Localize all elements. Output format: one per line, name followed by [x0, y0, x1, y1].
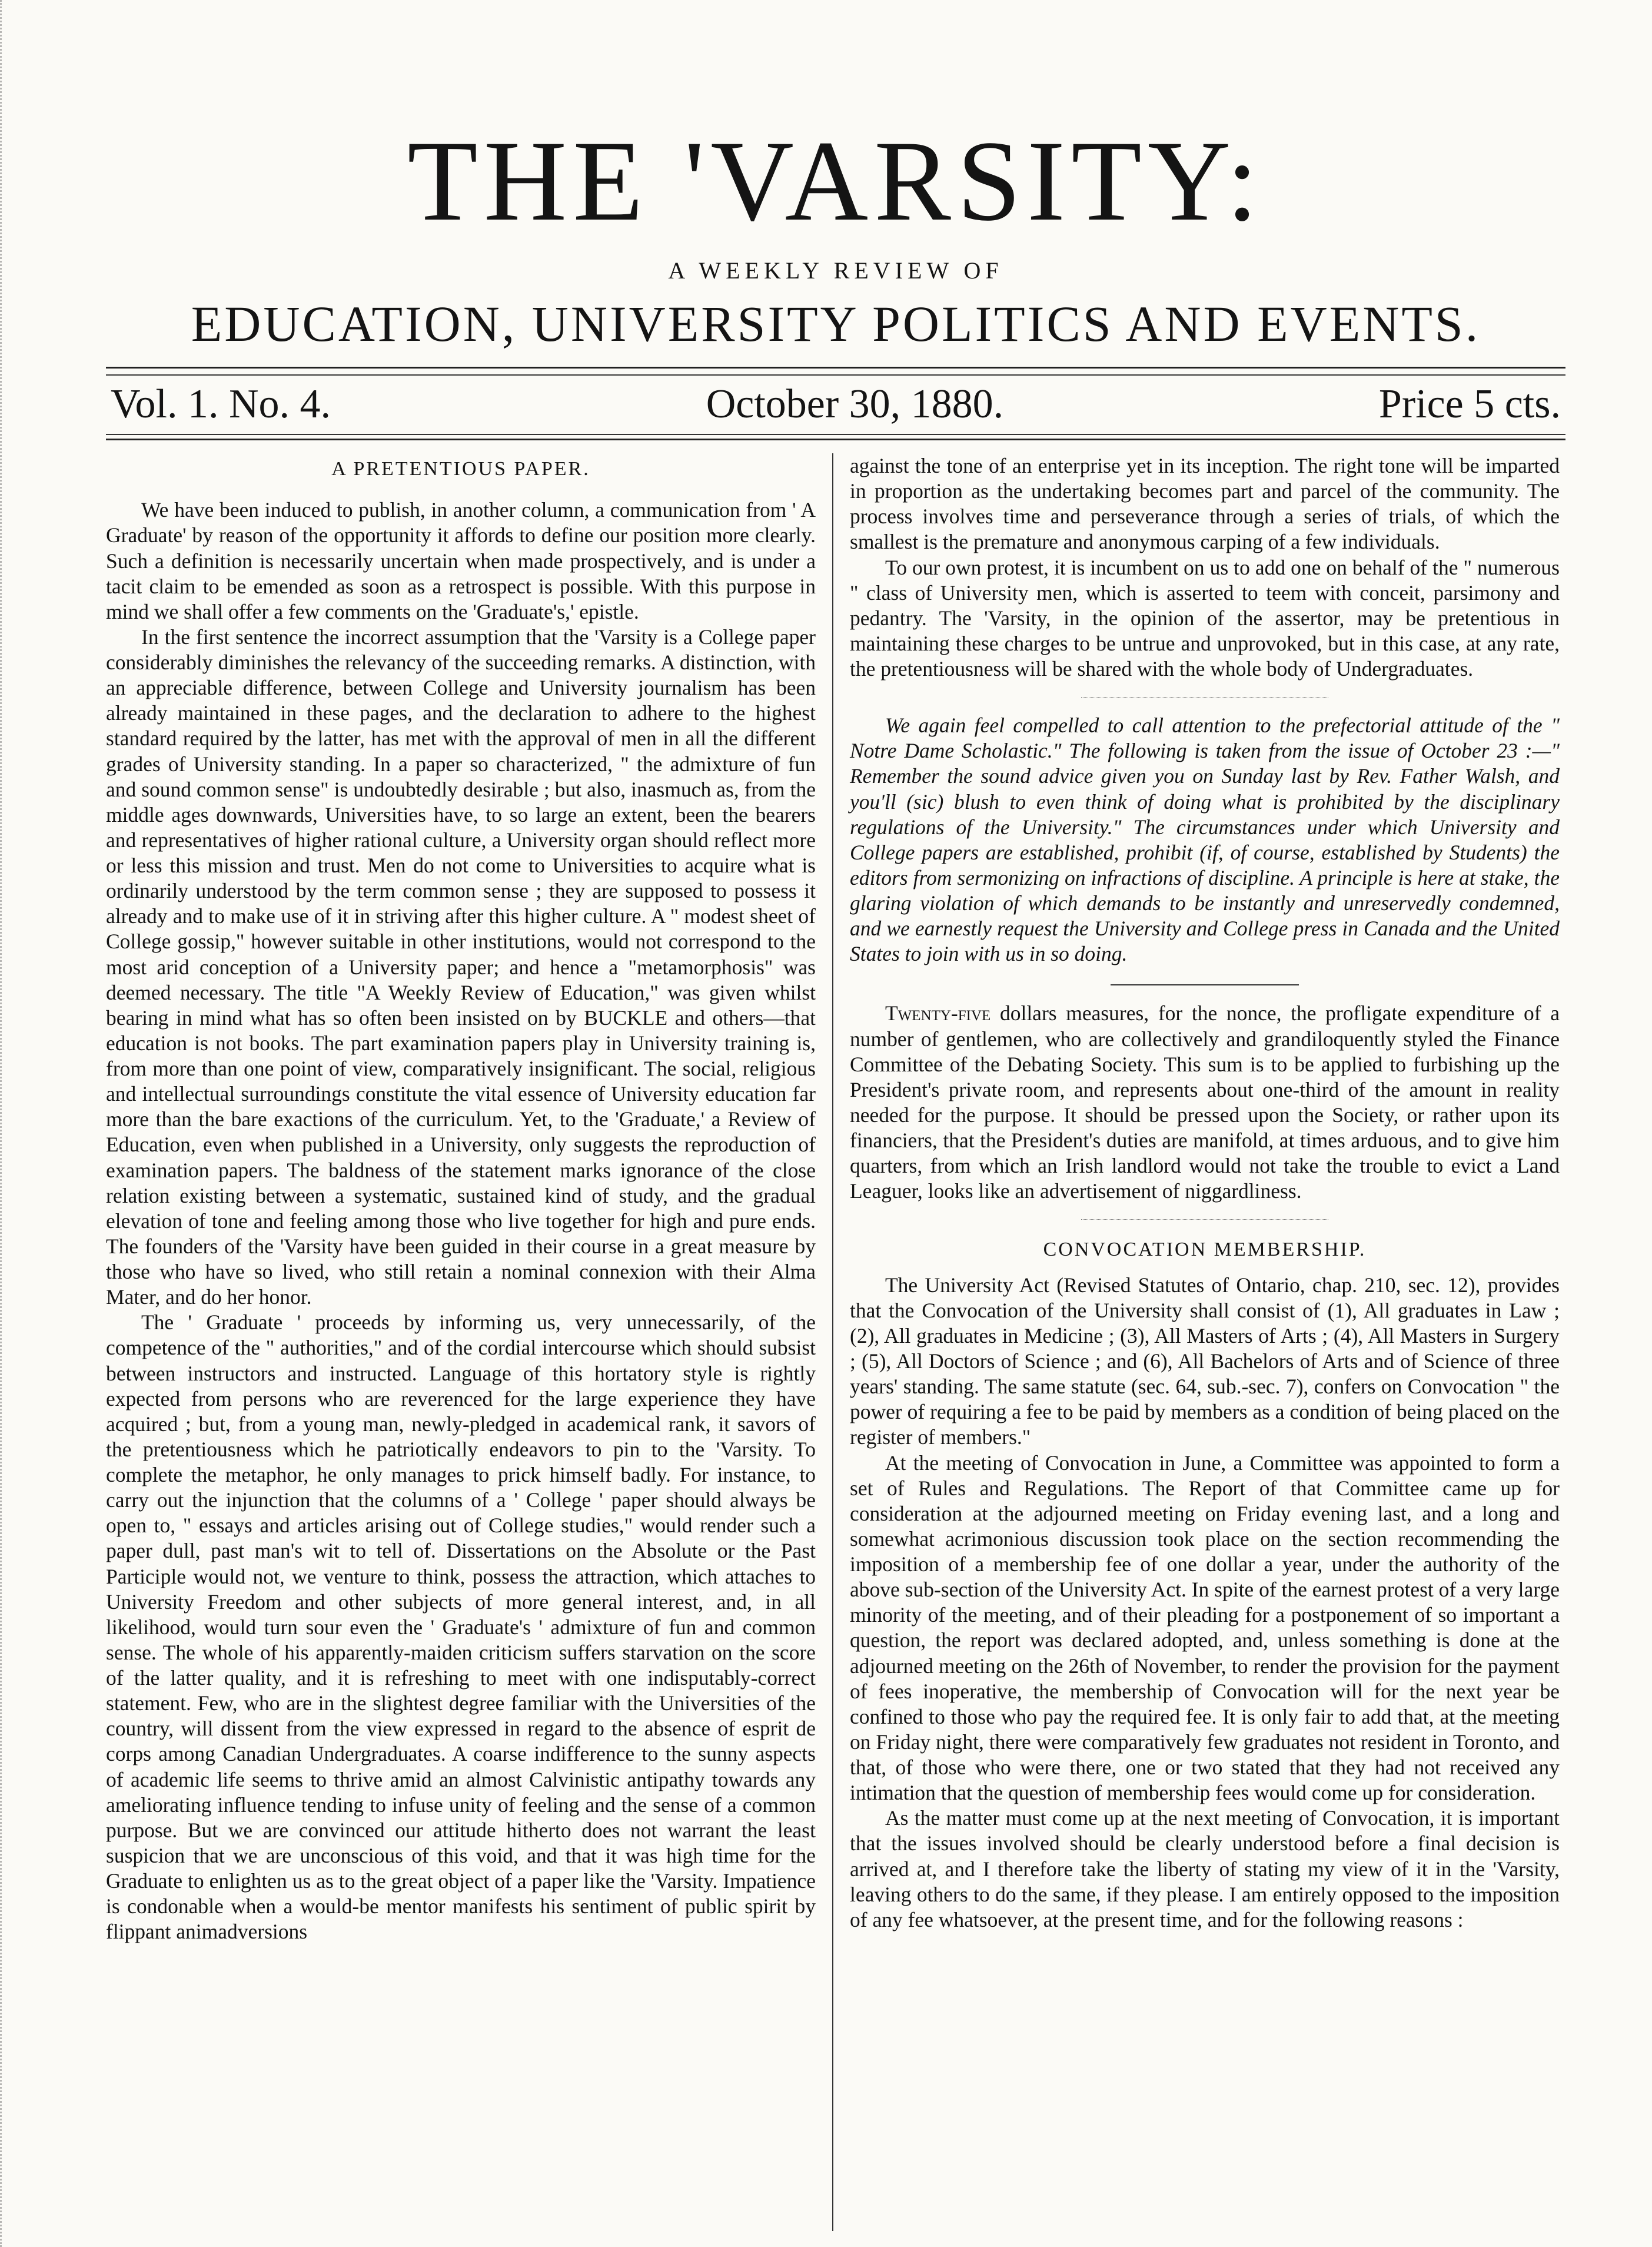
paragraph-body: dollars measures, for the nonce, the profligate expenditure of a number of gentlemen, who are collectively and grandiloquently styled the Finance Committee of the Debating Society. This sum is to be applied to furbishing up the President's private room, and represents about one-third of the amount in reality needed for the purpose. It should be pressed upon the Society, or rather upon its financiers, that the President's duties are manifold, at times arduous, and to give him quarters, from which an Irish landlord would not take the trouble to evict a Land Leaguer, looks like an advertisement of niggardliness.	[850, 1001, 1560, 1203]
article-paragraph: As the matter must come up at the next meeting of Convocation, it is important that the issues involved should be clearly understood before a final decision is arrived at, and I therefore take the liberty of stating my view of it in the 'Varsity, leaving others to do the same, if they please. I am entirely opposed to the imposition of any fee whatsoever, at the present time, and for the following reasons :	[850, 1806, 1560, 1931]
page-edge-ornament	[0, 0, 16, 2247]
divider-rule	[106, 439, 1565, 440]
volume-number: Vol. 1. No. 4.	[111, 381, 331, 427]
editorial-note: We again feel compelled to call attention to the prefectorial attitude of the " Notre Dame Scholastic." The following is taken from the issue of October 23 :—" Remember the sound advice given you on Sunday last by Rev. Father Walsh, and you'll (sic) blush to even think of doing what is prohibited by the disciplinary regulations of the University." The circumstances under which University and College papers are established, prohibit (if, of course, established by Students) the editors from sermonizing on infractions of discipline. A principle is here at stake, the glaring violation of which demands to be instantly and unreservedly condemned, and we earnestly request the University and College press in Canada and the United States to join with us in so doing.	[850, 713, 1560, 966]
article-paragraph: The ' Graduate ' proceeds by informing us, very unnecessarily, of the competence of the " authorities," and of the cordial intercourse which should subsist between instructors and instructed. Language of this hortatory style is rightly expected from persons who are reverenced for the large experience they have acquired ; but, from a young man, newly-pledged in academical rank, it savors of the pretentiousness which he patriotically endeavors to pin to the 'Varsity. To complete the metaphor, he only manages to prick himself badly. For instance, to carry out the injunction that the columns of a ' College ' paper should always be open to, " essays and articles arising out of College studies," would render such a paper dull, past man's wit to tell of. Dissertations on the Absolute or the Past Participle would not, we venture to think, possess the attraction, which attaches to University Freedom and other subjects of more general interest, and, in all likelihood, would turn sour even the ' Graduate's ' admixture of fun and common sense. The whole of his apparently-maiden criticism suffers starvation on the score of the latter quality, and it is refreshing to meet with one indisputably-correct statement. Few, who are in the slightest degree familiar with the Universities of the country, will dissent from the view expressed in regard to the absence of esprit de corps among Canadian Undergraduates. A coarse indifference to the sunny aspects of academic life seems to thrive amid an almost Calvinistic antipathy towards any ameliorating influence tending to infuse unity of feeling and the sense of a common purpose. But we are convinced our attitude hitherto does not warrant the least suspicion that we are unconscious of this void, and that it was high time for the Graduate to enlighten us as to the great object of a paper like the 'Varsity. Impatience is condonable when a would-be mentor manifests his sentiment of public spirit by flippant animadversions	[106, 1310, 816, 1944]
article-paragraph: We have been induced to publish, in another column, a communication from ' A Graduate' by reason of the opportunity it affords to define our position more clearly. Such a definition is necessarily uncertain when made prospectively, and is under a tacit claim to be emended as soon as a retrospect is possible. With this purpose in mind we shall offer a few comments on the 'Graduate's,' epistle.	[106, 498, 816, 623]
subtitle-small: A WEEKLY REVIEW OF	[668, 257, 1003, 284]
section-separator	[1081, 697, 1328, 698]
article-heading: A PRETENTIOUS PAPER.	[331, 458, 590, 480]
issue-date: October 30, 1880.	[706, 381, 1004, 427]
newspaper-title: THE 'VARSITY:	[407, 117, 1264, 245]
section-separator	[1081, 1219, 1328, 1220]
masthead	[106, 117, 1565, 352]
lead-words: Twenty-five	[885, 1001, 991, 1025]
article-paragraph: against the tone of an enterprise yet in its inception. The right tone will be imparted in proportion as the undertaking becomes part and parcel of the community. The process involves time and perseverance through a series of trials, of which the smallest is the premature and anonymous carping of a few individuals.	[850, 454, 1560, 554]
article-paragraph	[850, 1001, 1560, 1204]
article-columns	[106, 453, 1565, 2231]
article-paragraph: In the first sentence the incorrect assumption that the 'Varsity is a College paper considerably diminishes the relevancy of the succeeding remarks. A distinction, with an appreciable difference, between College and University journalism has been already maintained in these pages, and the declaration to adhere to the highest standard required by the latter, has met with the approval of men in all the different grades of University standing. In a paper so characterized, " the admixture of fun and sound common sense" is undoubtedly desirable ; but also, inasmuch as, from the middle ages downwards, Universities have, to so large an extent, been the bearers and representatives of higher rational culture, a University organ should reflect more or less this mission and trust. Men do not come to Universities to acquire what is ordinarily understood by the term common sense ; they are supposed to possess it already and to make use of it in striving after this higher culture. A " modest sheet of College gossip," however suitable in other institutions, would not correspond to the most arid conception of a University paper; and hence a "metamorphosis" was deemed necessary. The title "A Weekly Review of Education," was given whilst bearing in mind what has so often been insisted on by BUCKLE and others—that education is not books. The part examination papers play in University training is, from more than one point of view, comparatively insignificant. The social, religious and intellectual surroundings constitute the vital essence of University education far more than the bare exactions of the curriculum. Yet, to the 'Graduate,' a Review of Education, even when published in a University, only suggests the reproduction of examination papers. The baldness of the statement marks ignorance of the close relation existing between a systematic, sustained kind of study, and the gradual elevation of tone and feeling among those who live together for high and pure ends. The founders of the 'Varsity have been guided in their course in a great measure by those who have so lived, who still retain a nominal connexion with their Alma Mater, and do her honor.	[106, 625, 816, 1309]
issue-line	[106, 376, 1565, 434]
newspaper-page	[106, 117, 1565, 2231]
issue-price: Price 5 cts.	[1378, 381, 1561, 427]
article-paragraph: At the meeting of Convocation in June, a Committee was appointed to form a set of Rules and Regulations. The Report of that Committee came up for consideration at the adjourned meeting on Friday evening last, and a long and somewhat acrimonious discussion took place on the section recommending the imposition of a membership fee of one dollar a year, under the authority of the above sub-section of the University Act. In spite of the earnest protest of a very large minority of the meeting, and of their pleading for a postponement of so important a question, the report was declared adopted, and, unless something is done at the adjourned meeting on the 26th of November, to render the provision for the payment of fees inoperative, the membership of Convocation will for the next year be confined to those who pay the required fee. It is only fair to add that, at the meeting on Friday night, there were comparatively few graduates not resident in Toronto, and that, of those who were there, one or two stated that they had not received any intimation that the question of membership fees would come up for consideration.	[850, 1451, 1560, 1805]
article-paragraph: To our own protest, it is incumbent on us to add one on behalf of the " numerous " class of University men, which is asserted to teem with conceit, parsimony and pedantry. The 'Varsity, in the opinion of the assertor, may be pretentious in maintaining these charges to be untrue and unprovoked, but in this case, at any rate, the pretentiousness will be shared with the whole body of Undergraduates.	[850, 555, 1560, 681]
article-heading: CONVOCATION MEMBERSHIP.	[1043, 1239, 1367, 1261]
subtitle-large: EDUCATION, UNIVERSITY POLITICS AND EVENTS.	[191, 296, 1481, 352]
section-separator	[1111, 984, 1299, 985]
right-column	[833, 453, 1560, 2231]
article-paragraph: The University Act (Revised Statutes of Ontario, chap. 210, sec. 12), provides that the Convocation of the University shall consist of (1), All graduates in Law ; (2), All graduates in Medicine ; (3), All Masters of Arts ; (4), All Masters in Surgery ; (5), All Doctors of Science ; and (6), All Bachelors of Arts and of Science of three years' standing. The same statute (sec. 64, sub.-sec. 7), confers on Convocation " the power of requiring a fee to be paid by members as a condition of being placed on the register of members."	[850, 1273, 1560, 1449]
left-column	[106, 453, 833, 2231]
